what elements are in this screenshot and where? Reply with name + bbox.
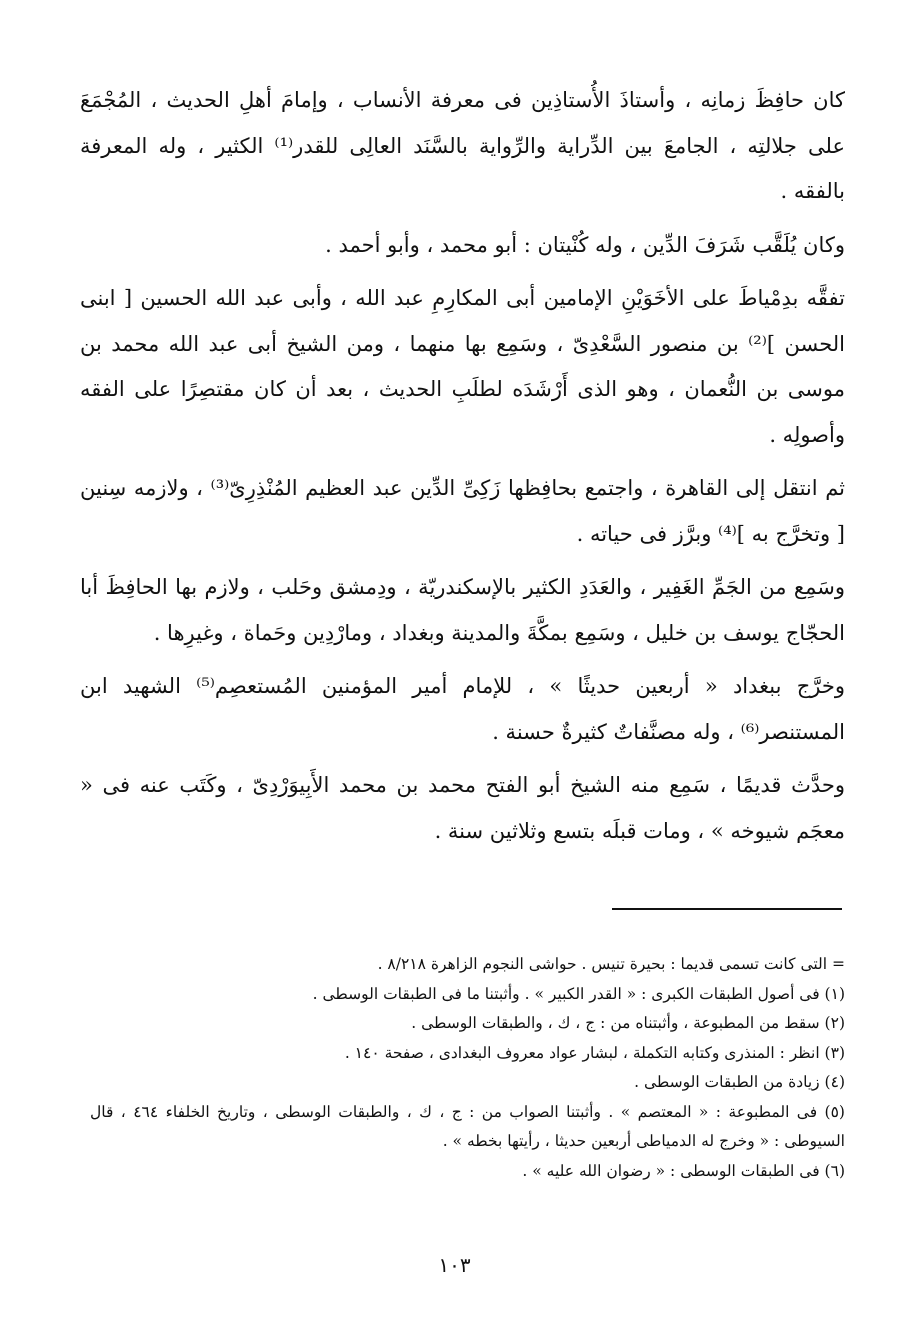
page-number: ١٠٣ (438, 1253, 471, 1277)
footnotes-section (90, 950, 845, 1186)
paragraph: وكان يُلَقَّب شَرَفَ الدِّين ، وله كُنْيتان : أبو محمد ، وأبو أحمد . (325, 232, 845, 257)
paragraph: وحدَّث قديمًا ، سَمِع منه الشيخ أبو الفتح محمد بن محمد الأَبِيوَرْدِىّ ، وكَتَب عنه فى « معجَم شيوخه » ، ومات قبلَه بتسع وثلاثين سنة . (80, 773, 845, 843)
paragraph: ثم انتقل إلى القاهرة ، واجتمع بحافِظها زَكِىِّ الدِّين عبد العظيم المُنْذِرِىّ⁽³⁾ ، ولازمه سِنين [ وتخرَّج به ]⁽⁴⁾ وبرَّز فى حياته . (80, 476, 846, 546)
paragraph: كان حافِظَ زمانِه ، وأستاذَ الأُستاذِين فى معرفة الأنساب ، وإمامَ أهلِ الحديث ، المُجْمَعَ على جلالتِه ، الجامعَ بين الدِّراية والرِّواية بالسَّنَد العالِى للقدر⁽¹⁾ الكثير ، وله المعرفة بالفقه . (80, 88, 845, 203)
paragraph: وخرَّج ببغداد « أربعين حديثًا » ، للإمام أمير المؤمنين المُستعصِم⁽⁵⁾ الشهيد ابن المستنصر⁽⁶⁾ ، وله مصنَّفاتٌ كثيرةٌ حسنة . (80, 674, 845, 744)
main-text-body (80, 78, 845, 862)
footnote-4: (٤) زيادة من الطبقات الوسطى . (634, 1073, 845, 1091)
footnote-5: (٥) فى المطبوعة : « المعتصم » . وأثبتنا الصواب من : ج ، ك ، والطبقات الوسطى ، وتاريخ الخلفاء ٤٦٤ ، قال السيوطى : « وخرج له الدمياطى أربعين حديثا ، رأيتها بخطه » . (90, 1102, 845, 1150)
footnote-continuation: = التى كانت تسمى قديما : بحيرة تنيس . حواشى النجوم الزاهرة ٨/٢١٨ . (377, 955, 845, 973)
footnote-3: (٣) انظر : المنذرى وكتابه التكملة ، لبشار عواد معروف البغدادى ، صفحة ١٤٠ . (344, 1043, 845, 1062)
footnote-6: (٦) فى الطبقات الوسطى : « رضوان الله عليه » . (522, 1161, 845, 1180)
paragraph: وسَمِع من الجَمِّ الغَفِير ، والعَدَدِ الكثير بالإسكندريّة ، ودِمشق وحَلب ، ولازم بها الحافِظَ أبا الحجّاج يوسف بن خليل ، وسَمِع بمكَّةَ والمدينة وبغداد ، ومارْدِين وحَماة ، وغيرِها . (80, 575, 845, 645)
footnote-2: (٢) سقط من المطبوعة ، وأثبتناه من : ج ، ك ، والطبقات الوسطى . (411, 1014, 845, 1032)
footnote-1: (١) فى أصول الطبقات الكبرى : « القدر الكبير » . وأثبتنا ما فى الطبقات الوسطى . (312, 984, 845, 1003)
footnote-divider (612, 908, 842, 910)
paragraph: تفقَّه بدِمْياطَ على الأخَوَيْنِ الإمامين أبى المكارِمِ عبد الله ، وأبى عبد الله الحسين [ ابنى الحسن ]⁽²⁾ بن منصور السَّعْدِىّ ، وسَمِع بها منهما ، ومن الشيخ أبى عبد الله محمد بن موسى بن النُّعمان ، وهو الذى أَرْشَدَه لطلَبِ الحديث ، بعد أن كان مقتصِرًا على الفقه وأصولِه . (80, 286, 845, 447)
